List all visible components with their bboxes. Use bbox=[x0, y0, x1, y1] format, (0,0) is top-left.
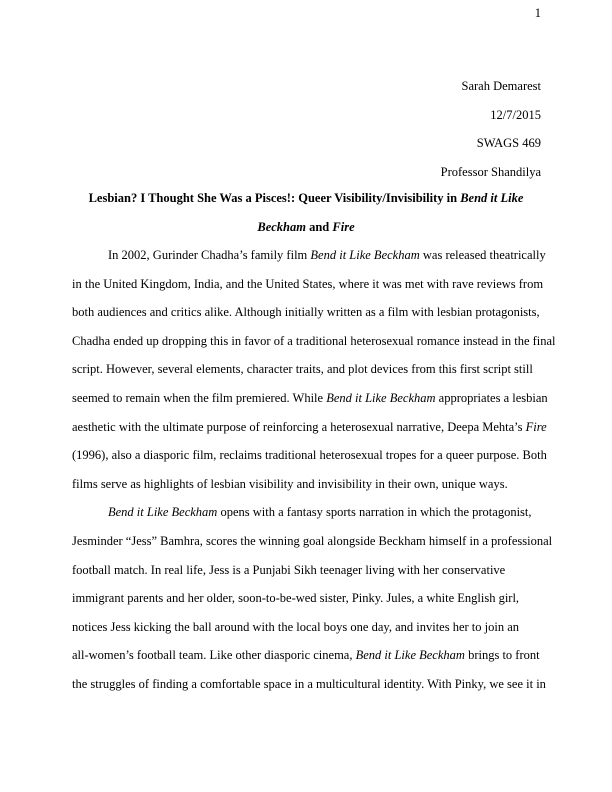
italic-text: Bend it Like Beckham bbox=[355, 648, 465, 663]
text-line bbox=[72, 298, 540, 327]
title-film-name: Beckham bbox=[257, 219, 306, 234]
professor-name: Professor Shandilya bbox=[440, 164, 541, 179]
title-line-1 bbox=[72, 184, 540, 213]
text-run: all-women’s football team. Like other diasporic cinema, bbox=[72, 648, 356, 663]
text-run: the struggles of finding a comfortable space in a multicultural identity. With Pinky, we see it in bbox=[72, 676, 546, 691]
text-run: appropriates a lesbian bbox=[435, 390, 548, 405]
italic-text: Bend it Like Beckham bbox=[108, 505, 218, 520]
text-run: Jesminder “Jess” Bamhra, scores the winning goal alongside Beckham himself in a professional bbox=[72, 533, 553, 548]
page-number: 1 bbox=[534, 6, 541, 20]
text-line bbox=[72, 270, 544, 299]
text-line bbox=[72, 327, 556, 356]
italic-text: Bend it Like Beckham bbox=[310, 248, 420, 262]
text-line bbox=[72, 441, 547, 470]
author-name: Sarah Demarest bbox=[461, 79, 541, 93]
text-run: both audiences and critics alike. Although initially written as a film with lesbian protagonists, bbox=[72, 305, 540, 320]
text-run: films serve as highlights of lesbian visibility and invisibility in their own, unique ways. bbox=[72, 476, 508, 491]
text-line bbox=[72, 470, 540, 499]
text-run: in the United Kingdom, India, and the United States, where it was met with rave reviews from bbox=[72, 276, 544, 291]
text-run: football match. In real life, Jess is a Punjabi Sikh teenager living with her conservative bbox=[72, 562, 506, 577]
paper-title bbox=[72, 184, 540, 241]
text-line bbox=[72, 613, 540, 642]
text-line bbox=[72, 355, 540, 384]
title-line-2 bbox=[72, 213, 540, 242]
text-line bbox=[72, 556, 540, 585]
title-film-name: Bend it Like bbox=[460, 191, 524, 205]
title-text: Lesbian? I Thought She Was a Pisces!: Queer Visibility/Invisibility in bbox=[88, 191, 461, 205]
text-line bbox=[72, 384, 548, 413]
course-name: SWAGS 469 bbox=[476, 136, 541, 151]
text-line bbox=[72, 641, 540, 670]
paragraph-2 bbox=[72, 498, 553, 698]
italic-text: Fire bbox=[525, 419, 547, 434]
document-body bbox=[72, 241, 556, 699]
text-run: immigrant parents and her older, soon-to-be-wed sister, Pinky. Jules, a white English girl, bbox=[72, 591, 520, 606]
text-run: was released theatrically bbox=[419, 248, 546, 262]
italic-text: Bend it Like Beckham bbox=[326, 390, 436, 405]
paragraph-1 bbox=[72, 241, 556, 498]
text-run: notices Jess kicking the ball around with the local boys one day, and invites her to join an bbox=[72, 619, 520, 634]
text-run: aesthetic with the ultimate purpose of reinforcing a heterosexual narrative, Deepa Mehta’s bbox=[72, 419, 526, 434]
text-run: (1996), also a diasporic film, reclaims traditional heterosexual tropes for a queer purpose. Both bbox=[72, 448, 547, 463]
text-run: Chadha ended up dropping this in favor of a traditional heterosexual romance instead in the final bbox=[72, 333, 556, 348]
text-line bbox=[72, 584, 540, 613]
text-run: brings to front bbox=[464, 648, 540, 663]
text-run: In 2002, Gurinder Chadha’s family film bbox=[108, 248, 311, 262]
text-line bbox=[72, 670, 546, 699]
document-date: 12/7/2015 bbox=[490, 107, 541, 122]
text-run: seemed to remain when the film premiered. While bbox=[72, 390, 327, 405]
text-line bbox=[72, 527, 553, 556]
text-line bbox=[72, 498, 540, 527]
text-run: script. However, several elements, character traits, and plot devices from this first script still bbox=[72, 362, 533, 377]
text-line bbox=[72, 413, 547, 442]
text-line bbox=[72, 241, 546, 270]
document-header bbox=[441, 72, 541, 186]
title-film-name: Fire bbox=[332, 219, 355, 234]
title-text: and bbox=[305, 219, 333, 234]
text-run: opens with a fantasy sports narration in which the protagonist, bbox=[217, 505, 532, 520]
